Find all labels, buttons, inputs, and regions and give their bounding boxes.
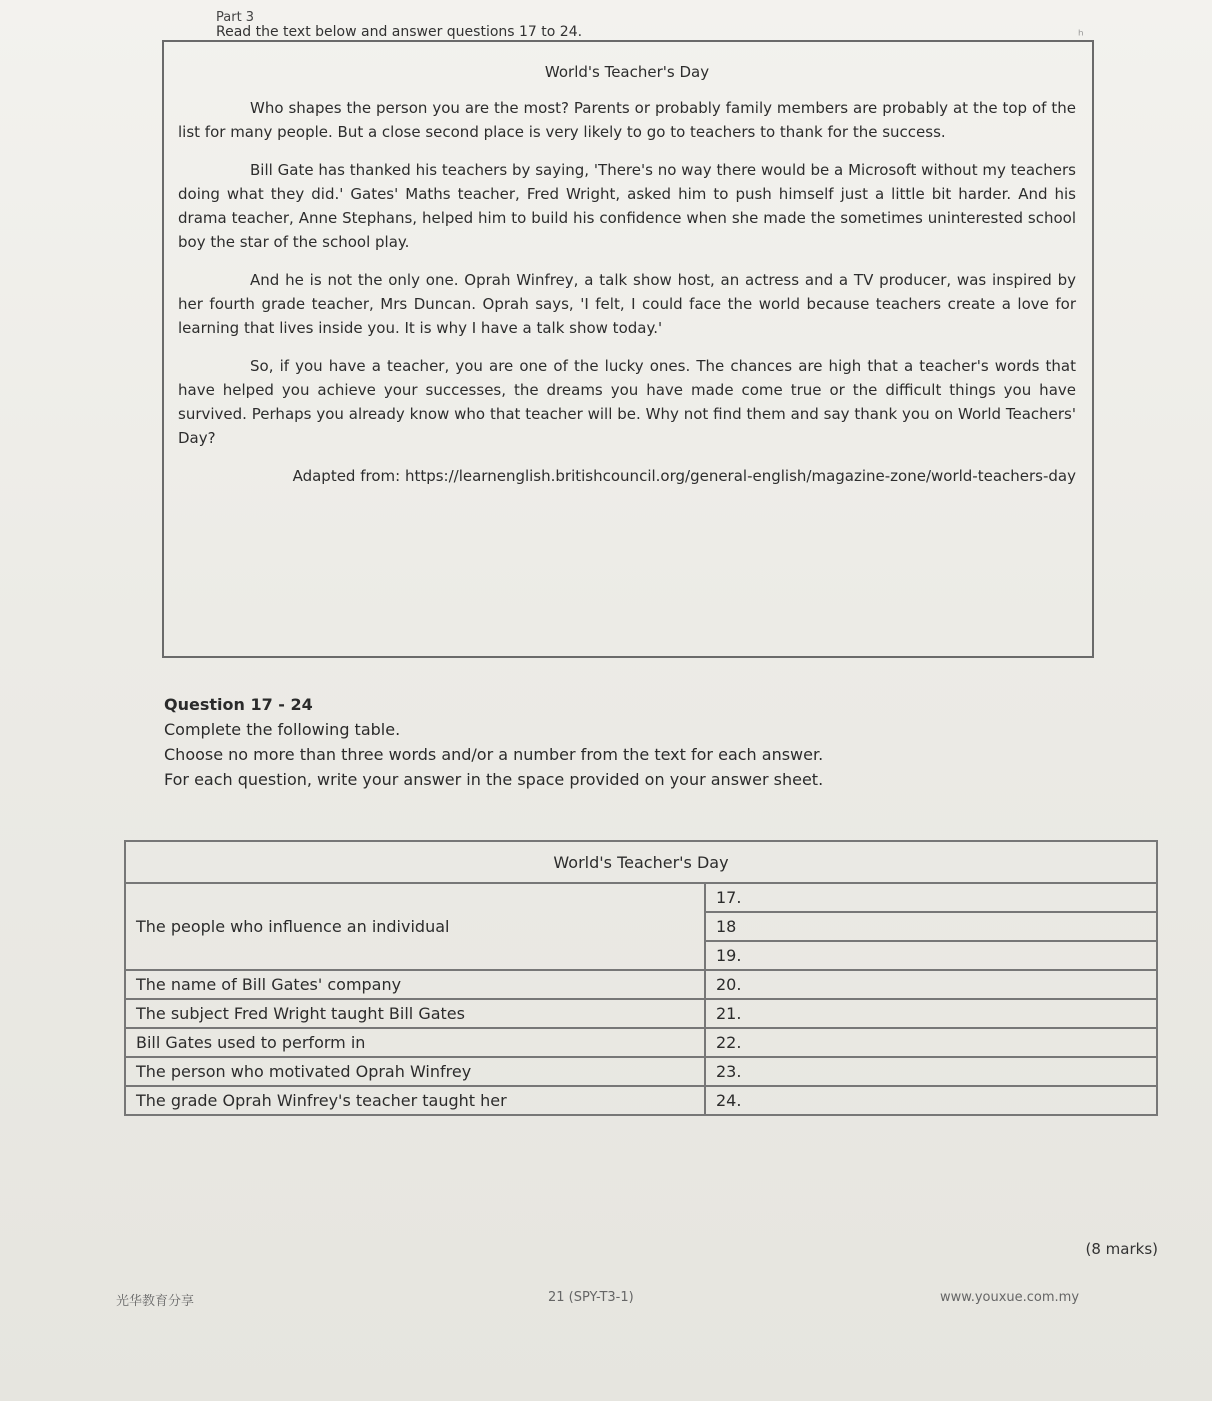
pen-mark-icon: ʰ xyxy=(1078,28,1084,44)
answer-cell-23: 23. xyxy=(705,1057,1157,1086)
question-line-2: Choose no more than three words and/or a number from the text for each answer. xyxy=(164,745,824,764)
table-row xyxy=(125,999,1157,1028)
passage-paragraph-3: And he is not the only one. Oprah Winfrey, a talk show host, an actress and a TV producer, was inspired by her fourth grade teacher, Mrs Duncan. Oprah says, 'I felt, I could face the world because teachers create a love for learning that lives inside you. It is why I have a talk show today.' xyxy=(178,271,1076,337)
answer-cell-22: 22. xyxy=(705,1028,1157,1057)
row-label: The name of Bill Gates' company xyxy=(125,970,705,999)
table-row xyxy=(125,970,1157,999)
answer-cell-17: 17. xyxy=(705,883,1157,912)
influence-label: The people who influence an individual xyxy=(125,883,705,970)
passage-paragraph-4: So, if you have a teacher, you are one of the lucky ones. The chances are high that a teacher's words that have helped you achieve your successes, the dreams you have made come true or the difficult things you have survived. Perhaps you already know who that teacher will be. Why not find them and say thank you on World Teachers' Day? xyxy=(178,357,1076,447)
footer-website: www.youxue.com.my xyxy=(940,1290,1080,1305)
passage-title: World's Teacher's Day xyxy=(544,63,710,81)
table-row xyxy=(125,1028,1157,1057)
answer-table xyxy=(124,840,1158,1116)
question-line-1: Complete the following table. xyxy=(164,720,401,739)
question-instructions xyxy=(164,692,823,792)
answer-cell-19: 19. xyxy=(705,941,1157,970)
table-row xyxy=(125,1086,1157,1115)
footer-page-number: 21 (SPY-T3-1) xyxy=(548,1290,634,1305)
answer-cell-24: 24. xyxy=(705,1086,1157,1115)
part-label: Part 3 xyxy=(216,10,255,25)
table-title: World's Teacher's Day xyxy=(125,841,1157,883)
reading-passage xyxy=(162,40,1094,658)
table-row xyxy=(125,883,1157,912)
answer-cell-21: 21. xyxy=(705,999,1157,1028)
row-label: The subject Fred Wright taught Bill Gates xyxy=(125,999,705,1028)
row-label: The grade Oprah Winfrey's teacher taught her xyxy=(125,1086,705,1115)
row-label: The person who motivated Oprah Winfrey xyxy=(125,1057,705,1086)
footer-publisher: 光华教育分享 xyxy=(116,1294,195,1309)
passage-paragraph-2: Bill Gate has thanked his teachers by saying, 'There's no way there would be a Microsoft without my teachers doing what they did.' Gates' Maths teacher, Fred Wright, asked him to push himself just a little bit harder. And his drama teacher, Anne Stephans, helped him to build his confidence when she made the sometimes uninterested school boy the star of the school play. xyxy=(178,161,1076,251)
question-line-3: For each question, write your answer in the space provided on your answer sheet. xyxy=(164,770,824,789)
answer-cell-18: 18 xyxy=(705,912,1157,941)
passage-source: Adapted from: https://learnenglish.britishcouncil.org/general-english/magazine-zone/world-teachers-day xyxy=(292,467,1076,485)
answer-cell-20: 20. xyxy=(705,970,1157,999)
passage-paragraph-1: Who shapes the person you are the most? Parents or probably family members are probably at the top of the list for many people. But a close second place is very likely to go to teachers to thank for the success. xyxy=(178,99,1076,141)
part-instruction: Read the text below and answer questions 17 to 24. xyxy=(216,24,583,40)
question-heading: Question 17 - 24 xyxy=(164,695,313,714)
row-label: Bill Gates used to perform in xyxy=(125,1028,705,1057)
table-row xyxy=(125,1057,1157,1086)
marks-label: (8 marks) xyxy=(1085,1240,1158,1258)
